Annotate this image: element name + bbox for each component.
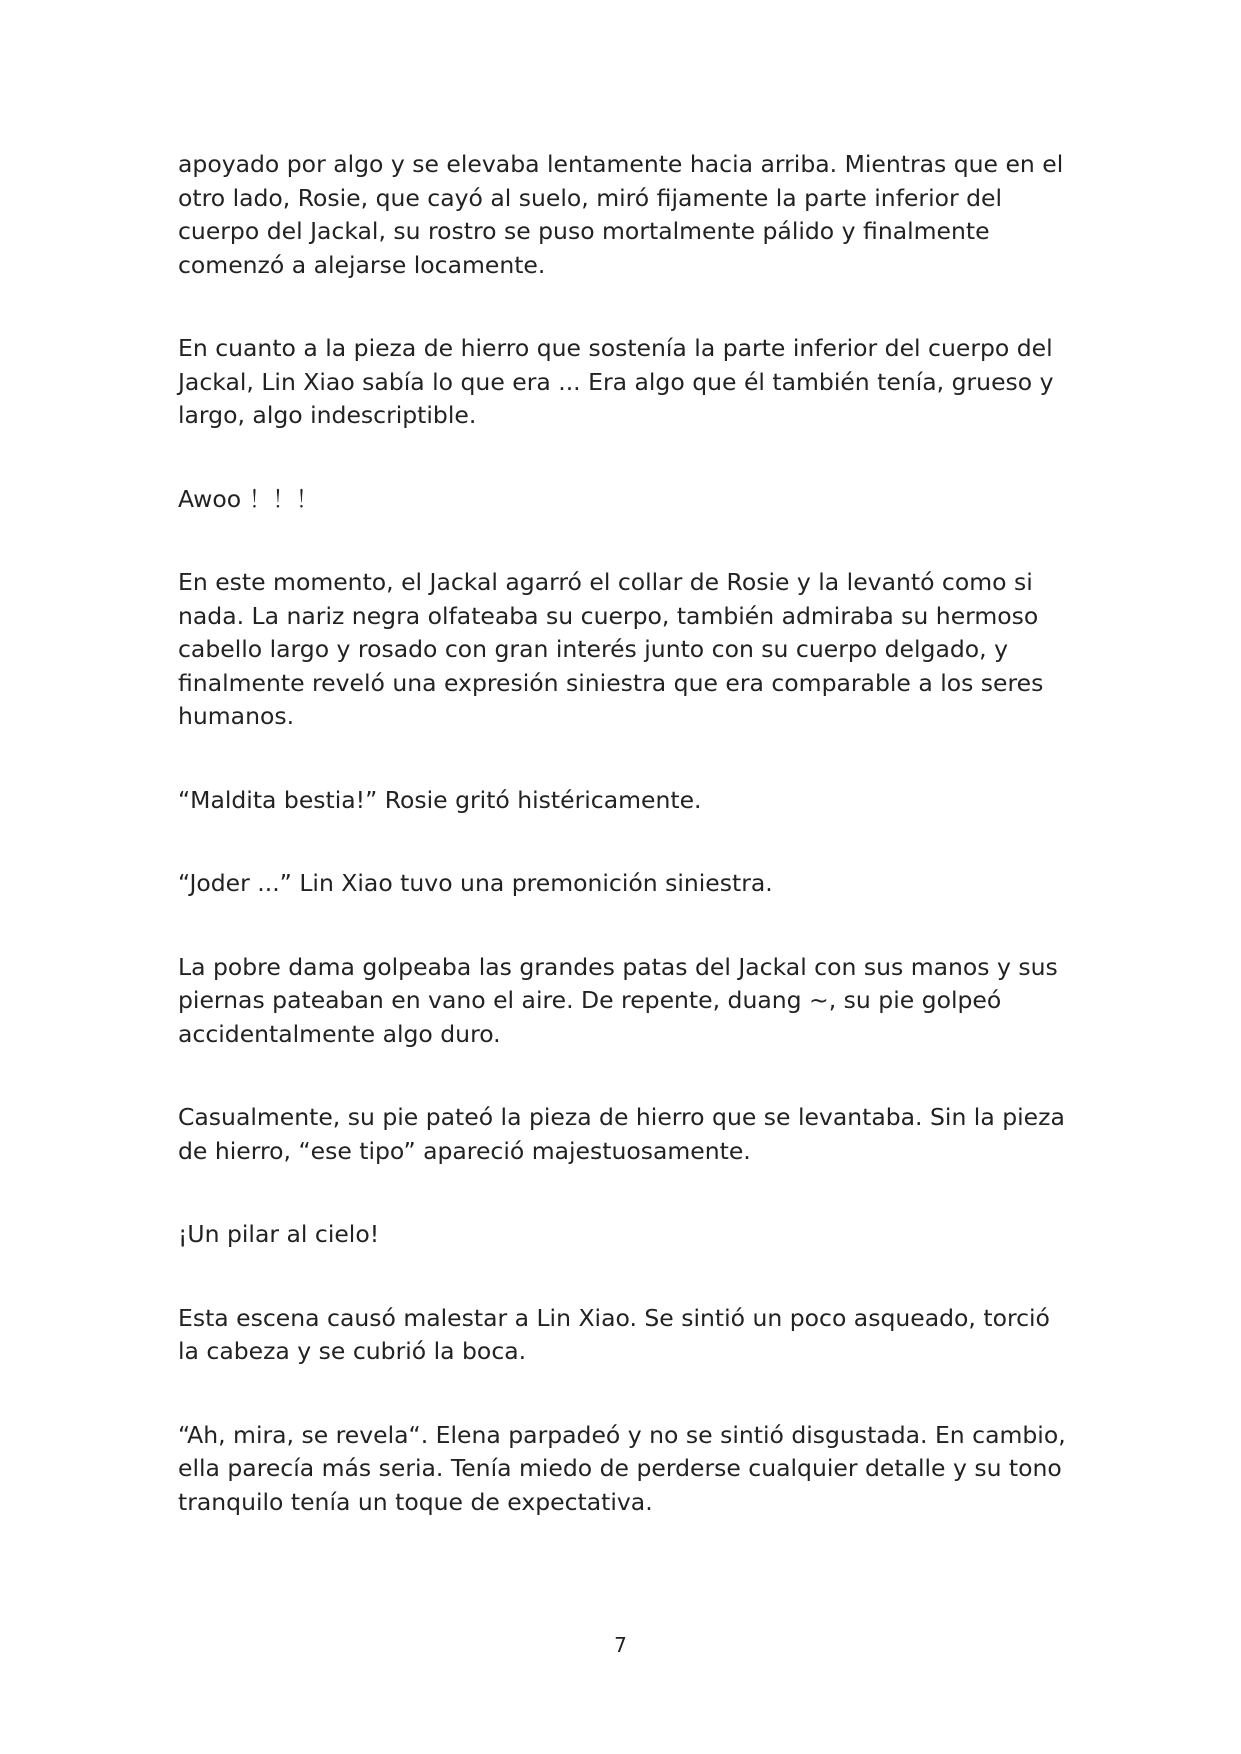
paragraph-4: En este momento, el Jackal agarró el collar de Rosie y la levantó como si nada. La nariz negra olfateaba su cuerpo, también admiraba su hermoso cabello largo y rosado con gran interés junto con su cuerpo delgado, y finalmente reveló una expresión siniestra que era comparable a los seres humanos. — [178, 568, 1044, 730]
paragraph-2: En cuanto a la pieza de hierro que sostenía la parte inferior del cuerpo del Jackal, Lin Xiao sabía lo que era ... Era algo que él también tenía, grueso y largo, algo indescriptible. — [178, 334, 1054, 429]
paragraph-5: “Maldita bestia!” Rosie gritó histéricamente. — [178, 785, 702, 814]
paragraph-3: Awoo ！！！ — [178, 484, 320, 513]
paragraph-10: Esta escena causó malestar a Lin Xiao. Se sintió un poco asqueado, torció la cabeza y se cubrió la boca. — [178, 1303, 1050, 1365]
paragraph-8: Casualmente, su pie pateó la pieza de hierro que se levantaba. Sin la pieza de hierro, “ese tipo” apareció majestuosamente. — [178, 1103, 1065, 1165]
paragraph-9: ¡Un pilar al cielo! — [178, 1220, 380, 1248]
paragraph-11: “Ah, mira, se revela“. Elena parpadeó y no se sintió disgustada. En cambio, ella parecía más seria. Tenía miedo de perderse cualquier detalle y su tono tranquilo tenía un toque de expectativa. — [178, 1420, 1066, 1516]
page-number: 7 — [614, 1633, 627, 1657]
text-body — [178, 148, 1078, 1569]
paragraph-1: apoyado por algo y se elevaba lentamente hacia arriba. Mientras que en el otro lado, Rosie, que cayó al suelo, miró fijamente la parte inferior del cuerpo del Jackal, su rostro se puso mortalmente pálido y finalmente comenzó a alejarse locamente. — [178, 150, 1064, 279]
paragraph-6: “Joder ...” Lin Xiao tuvo una premonición siniestra. — [178, 869, 773, 897]
paragraph-7: La pobre dama golpeaba las grandes patas del Jackal con sus manos y sus piernas pateaban en vano el aire. De repente, duang ~, su pie golpeó accidentalmente algo duro. — [178, 952, 1058, 1048]
